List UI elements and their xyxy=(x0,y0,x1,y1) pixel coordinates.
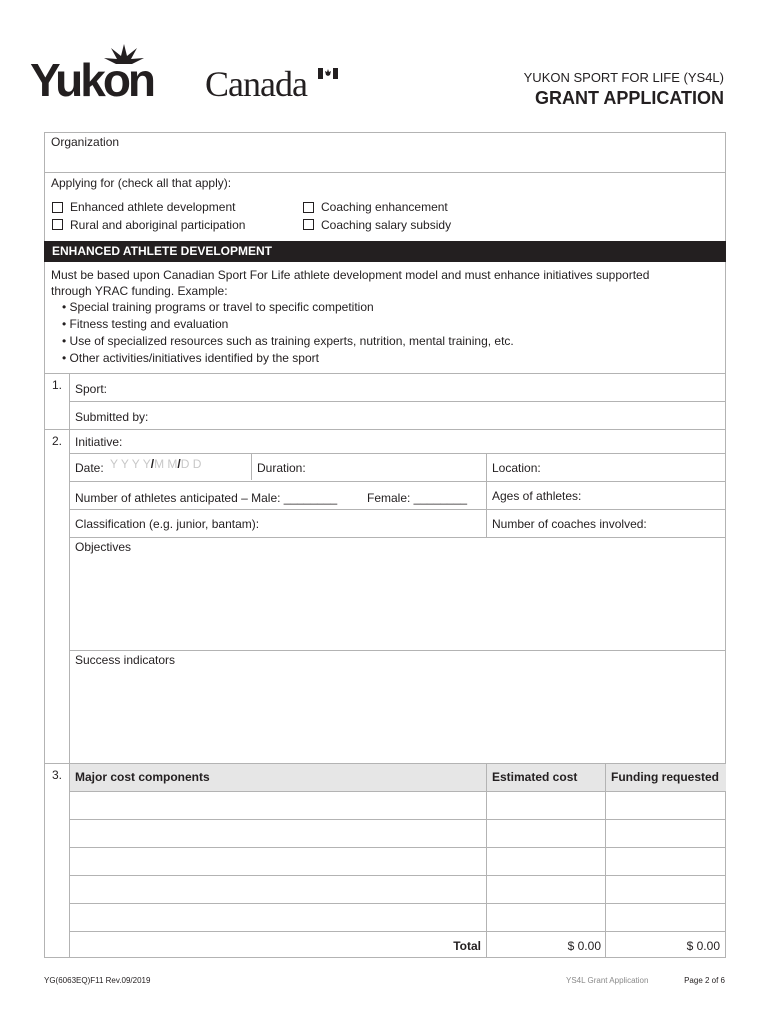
sport-field[interactable] xyxy=(120,376,724,400)
submitted-by-field[interactable] xyxy=(160,403,724,428)
athletes-male-label[interactable]: Number of athletes anticipated – Male: ________ xyxy=(75,491,338,505)
submitted-by-label: Submitted by: xyxy=(75,410,149,424)
location-label: Location: xyxy=(492,461,541,475)
organization-field[interactable] xyxy=(45,150,725,172)
date-month-placeholder: M M xyxy=(154,457,178,471)
organization-label: Organization xyxy=(51,135,120,149)
checkbox-enhanced-athlete[interactable] xyxy=(52,202,63,213)
form-code: YG(6063EQ)F11 Rev.09/2019 xyxy=(44,976,151,985)
program-name: YUKON SPORT FOR LIFE (YS4L) xyxy=(523,70,724,85)
initiative-field[interactable] xyxy=(130,431,724,452)
item-number-3: 3. xyxy=(52,768,63,782)
date-label: Date: xyxy=(75,461,104,475)
sport-label: Sport: xyxy=(75,382,108,396)
option-coaching-enhancement: Coaching enhancement xyxy=(321,200,448,214)
ages-label: Ages of athletes: xyxy=(492,489,582,503)
document-name: YS4L Grant Application xyxy=(566,976,649,985)
success-indicators-label: Success indicators xyxy=(75,653,176,667)
duration-label: Duration: xyxy=(257,461,306,475)
bullet-item: • Other activities/initiatives identified by the sport xyxy=(62,351,319,365)
section-intro-line-1: Must be based upon Canadian Sport For Life athlete development model and must enhance initiatives supported xyxy=(51,268,650,282)
item-number-2: 2. xyxy=(52,434,63,448)
cost-header-estimated: Estimated cost xyxy=(492,770,578,784)
cost-table-row[interactable] xyxy=(70,820,726,846)
classification-label: Classification (e.g. junior, bantam): xyxy=(75,517,260,531)
yukon-logo-text: Yukon xyxy=(30,54,154,106)
item-number-1: 1. xyxy=(52,378,63,392)
ages-field[interactable] xyxy=(590,483,724,507)
total-label: Total xyxy=(453,939,481,953)
total-estimated-cost: $ 0.00 xyxy=(567,939,601,953)
date-year-placeholder: Y Y Y Y xyxy=(110,457,151,471)
canada-wordmark-text: Canada xyxy=(205,64,307,104)
bullet-item: • Use of specialized resources such as training experts, nutrition, mental training, etc. xyxy=(62,334,514,348)
bullet-item: • Fitness testing and evaluation xyxy=(62,317,229,331)
page-title: GRANT APPLICATION xyxy=(535,88,724,108)
athletes-female-label[interactable]: Female: ________ xyxy=(367,491,468,505)
success-indicators-field[interactable] xyxy=(72,669,724,761)
canada-wordmark xyxy=(205,64,307,104)
total-funding-requested: $ 0.00 xyxy=(686,939,720,953)
section-intro-line-2: through YRAC funding. Example: xyxy=(51,284,228,298)
checkbox-coaching-enhancement[interactable] xyxy=(303,202,314,213)
canada-flag-icon xyxy=(318,68,338,79)
option-enhanced-athlete: Enhanced athlete development xyxy=(70,200,236,214)
date-separator: / xyxy=(177,457,181,471)
cost-table-row[interactable] xyxy=(70,904,726,930)
objectives-label: Objectives xyxy=(75,540,132,554)
cost-table-row[interactable] xyxy=(70,876,726,902)
checkbox-rural-aboriginal[interactable] xyxy=(52,219,63,230)
cost-header-components: Major cost components xyxy=(75,770,210,784)
bullet-item: • Special training programs or travel to specific competition xyxy=(62,300,374,314)
duration-field[interactable] xyxy=(312,455,484,479)
section-title: ENHANCED ATHLETE DEVELOPMENT xyxy=(52,244,273,258)
objectives-field[interactable] xyxy=(72,556,724,648)
checkbox-coaching-salary[interactable] xyxy=(303,219,314,230)
option-rural-aboriginal: Rural and aboriginal participation xyxy=(70,218,246,232)
cost-header-funding: Funding requested xyxy=(611,770,719,784)
option-coaching-salary: Coaching salary subsidy xyxy=(321,218,452,232)
initiative-label: Initiative: xyxy=(75,435,123,449)
coaches-field[interactable] xyxy=(656,511,724,535)
date-separator: / xyxy=(150,457,155,471)
classification-field[interactable] xyxy=(268,511,484,535)
page-number: Page 2 of 6 xyxy=(684,976,725,985)
date-field[interactable] xyxy=(110,457,201,471)
date-day-placeholder: D D xyxy=(180,457,202,471)
applying-for-label: Applying for (check all that apply): xyxy=(51,176,232,190)
coaches-label: Number of coaches involved: xyxy=(492,517,647,531)
location-field[interactable] xyxy=(548,455,724,479)
section-bar xyxy=(44,241,726,262)
cost-table-row[interactable] xyxy=(70,792,726,818)
yukon-logo xyxy=(30,44,172,106)
cost-table-row[interactable] xyxy=(70,848,726,874)
